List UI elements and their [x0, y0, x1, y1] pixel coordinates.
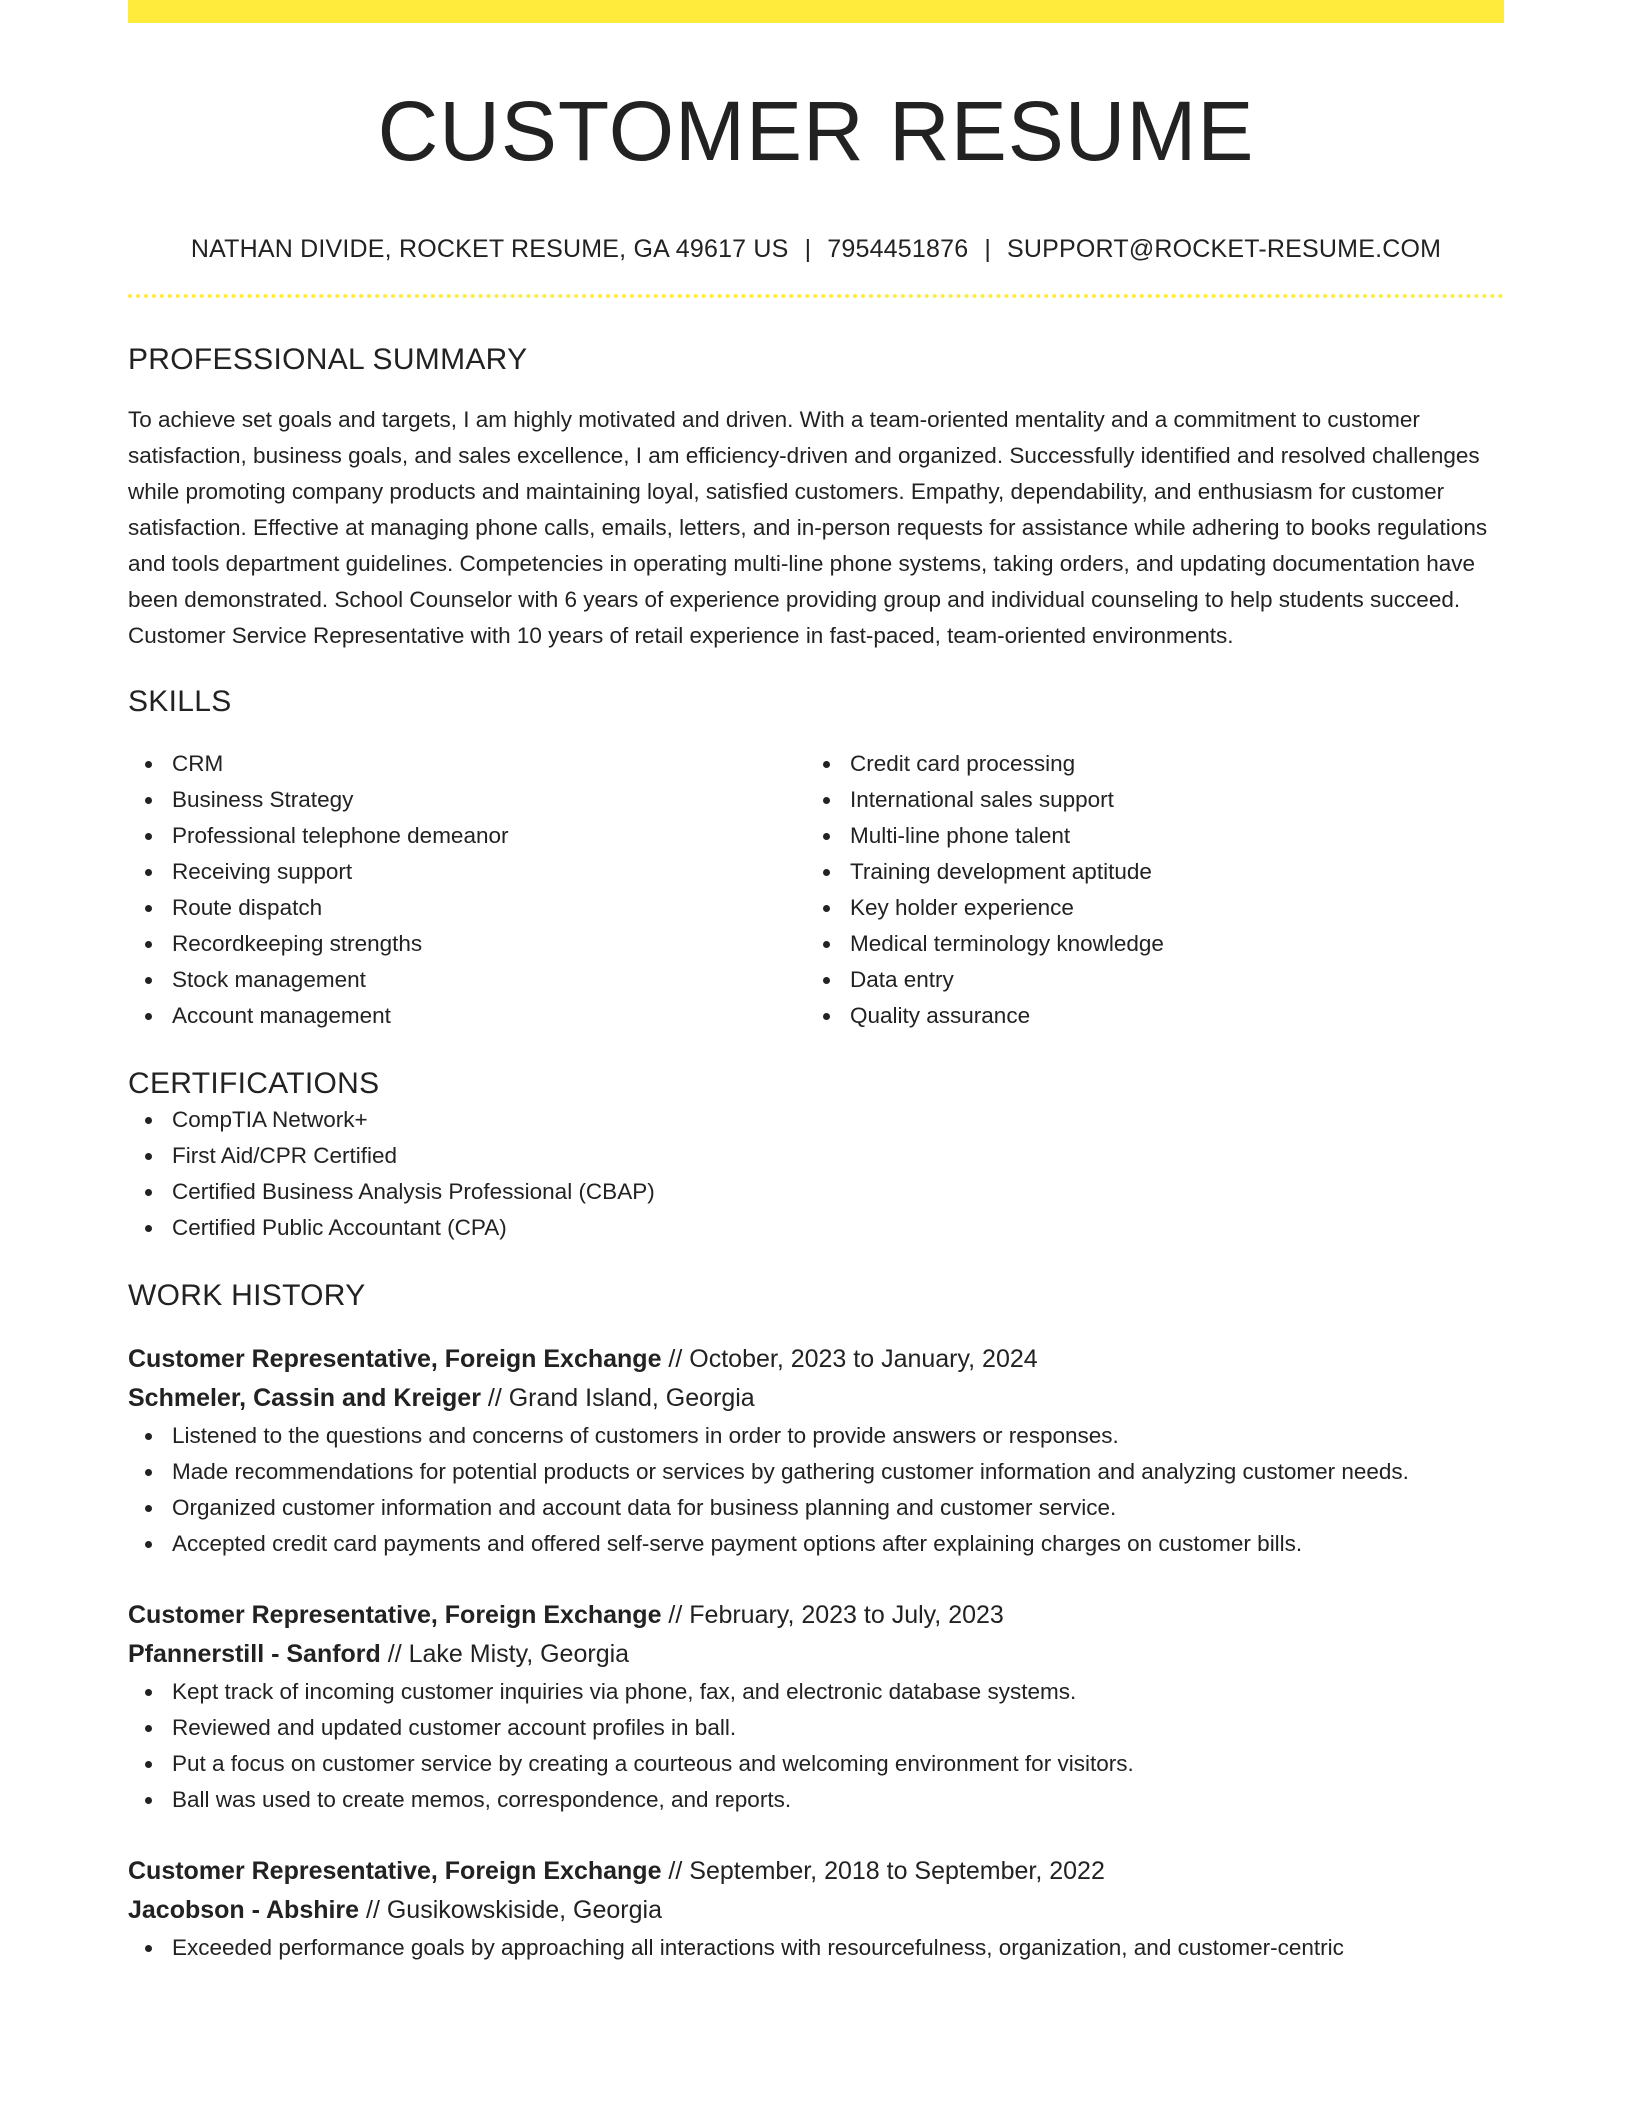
job-role-line [128, 1340, 1504, 1379]
certification-item: CompTIA Network+ [128, 1102, 1504, 1138]
skill-item: Multi-line phone talent [806, 818, 1484, 854]
job-duties-list [128, 1930, 1504, 1966]
certifications-list [128, 1102, 1504, 1246]
contact-separator: | [984, 235, 992, 263]
skill-item: Business Strategy [128, 782, 806, 818]
job-duties-list [128, 1674, 1504, 1818]
certification-item: Certified Business Analysis Professional (CBAP) [128, 1174, 1504, 1210]
skill-item: Quality assurance [806, 998, 1484, 1034]
skill-item: Account management [128, 998, 806, 1034]
job-entry [128, 1852, 1504, 1966]
skill-item: Credit card processing [806, 746, 1484, 782]
skills-column-left [128, 746, 806, 1034]
certification-item: First Aid/CPR Certified [128, 1138, 1504, 1174]
job-duty-item: Put a focus on customer service by creating a courteous and welcoming environment for visitors. [128, 1746, 1504, 1782]
job-dates: // February, 2023 to July, 2023 [661, 1601, 1004, 1629]
skill-item: Key holder experience [806, 890, 1484, 926]
job-company-line [128, 1891, 1504, 1930]
skill-item: Recordkeeping strengths [128, 926, 806, 962]
job-company-line [128, 1379, 1504, 1418]
job-company: Jacobson - Abshire [128, 1896, 360, 1924]
job-company: Schmeler, Cassin and Kreiger [128, 1384, 481, 1412]
job-role: Customer Representative, Foreign Exchange [128, 1601, 662, 1629]
job-duty-item: Listened to the questions and concerns of customers in order to provide answers or responses. [128, 1418, 1504, 1454]
job-company-line [128, 1635, 1504, 1674]
summary-text: To achieve set goals and targets, I am highly motivated and driven. With a team-oriented mentality and a commitment to customer satisfaction, business goals, and sales excellence, I am efficiency-driven and organized. Successfully identified and resolved challenges while promoting company products and maintaining loyal, satisfied customers. Empathy, dependability, and enthusiasm for customer satisfaction. Effective at managing phone calls, emails, letters, and in-person requests for assistance while adhering to books regulations and tools department guidelines. Competencies in operating multi-line phone systems, taking orders, and updating documentation have been demonstrated. School Counselor with 6 years of experience providing group and individual counseling to help students succeed. Customer Service Representative with 10 years of retail experience in fast-paced, team-oriented environments. [128, 407, 1488, 648]
job-role: Customer Representative, Foreign Exchange [128, 1345, 662, 1373]
header-divider [128, 294, 1504, 298]
job-entry [128, 1340, 1504, 1562]
skills-grid [128, 746, 1504, 1034]
contact-separator: | [804, 235, 812, 263]
contact-phone: 7954451876 [827, 235, 969, 263]
contact-email: SUPPORT@ROCKET-RESUME.COM [1007, 235, 1442, 263]
job-company: Pfannerstill - Sanford [128, 1640, 381, 1668]
skill-item: Medical terminology knowledge [806, 926, 1484, 962]
job-dates: // September, 2018 to September, 2022 [661, 1857, 1105, 1885]
skill-item: Professional telephone demeanor [128, 818, 806, 854]
job-location: // Gusikowskiside, Georgia [359, 1896, 662, 1924]
summary-heading: PROFESSIONAL SUMMARY [128, 343, 528, 376]
job-role-line [128, 1596, 1504, 1635]
job-duty-item: Kept track of incoming customer inquiries via phone, fax, and electronic database systems. [128, 1674, 1504, 1710]
job-role-line [128, 1852, 1504, 1891]
skill-item: CRM [128, 746, 806, 782]
resume-page [128, 0, 1504, 1966]
job-duty-item: Reviewed and updated customer account profiles in ball. [128, 1710, 1504, 1746]
skills-heading: SKILLS [128, 685, 232, 718]
contact-info [128, 233, 1504, 265]
skill-item: Data entry [806, 962, 1484, 998]
skills-list-right [806, 746, 1484, 1034]
job-location: // Lake Misty, Georgia [380, 1640, 630, 1668]
job-duties-list [128, 1418, 1504, 1562]
job-location: // Grand Island, Georgia [480, 1384, 755, 1412]
job-duty-item: Accepted credit card payments and offered self-serve payment options after explaining charges on customer bills. [128, 1526, 1504, 1562]
skills-list-left [128, 746, 806, 1034]
work-history-heading: WORK HISTORY [128, 1279, 366, 1312]
skill-item: Route dispatch [128, 890, 806, 926]
skill-item: International sales support [806, 782, 1484, 818]
skill-item: Stock management [128, 962, 806, 998]
job-dates: // October, 2023 to January, 2024 [661, 1345, 1038, 1373]
skills-column-right [806, 746, 1484, 1034]
skill-item: Receiving support [128, 854, 806, 890]
job-duty-item: Exceeded performance goals by approaching all interactions with resourcefulness, organization, and customer-centric [128, 1930, 1504, 1966]
job-duty-item: Organized customer information and account data for business planning and customer service. [128, 1490, 1504, 1526]
contact-address: NATHAN DIVIDE, ROCKET RESUME, GA 49617 US [190, 235, 789, 263]
resume-title: CUSTOMER RESUME [377, 84, 1255, 178]
job-entry [128, 1596, 1504, 1818]
certification-item: Certified Public Accountant (CPA) [128, 1210, 1504, 1246]
job-duty-item: Made recommendations for potential products or services by gathering customer information and analyzing customer needs. [128, 1454, 1504, 1490]
job-duty-item: Ball was used to create memos, correspondence, and reports. [128, 1782, 1504, 1818]
job-role: Customer Representative, Foreign Exchange [128, 1857, 662, 1885]
certifications-heading: CERTIFICATIONS [128, 1067, 380, 1100]
skill-item: Training development aptitude [806, 854, 1484, 890]
accent-top-bar [128, 0, 1504, 23]
